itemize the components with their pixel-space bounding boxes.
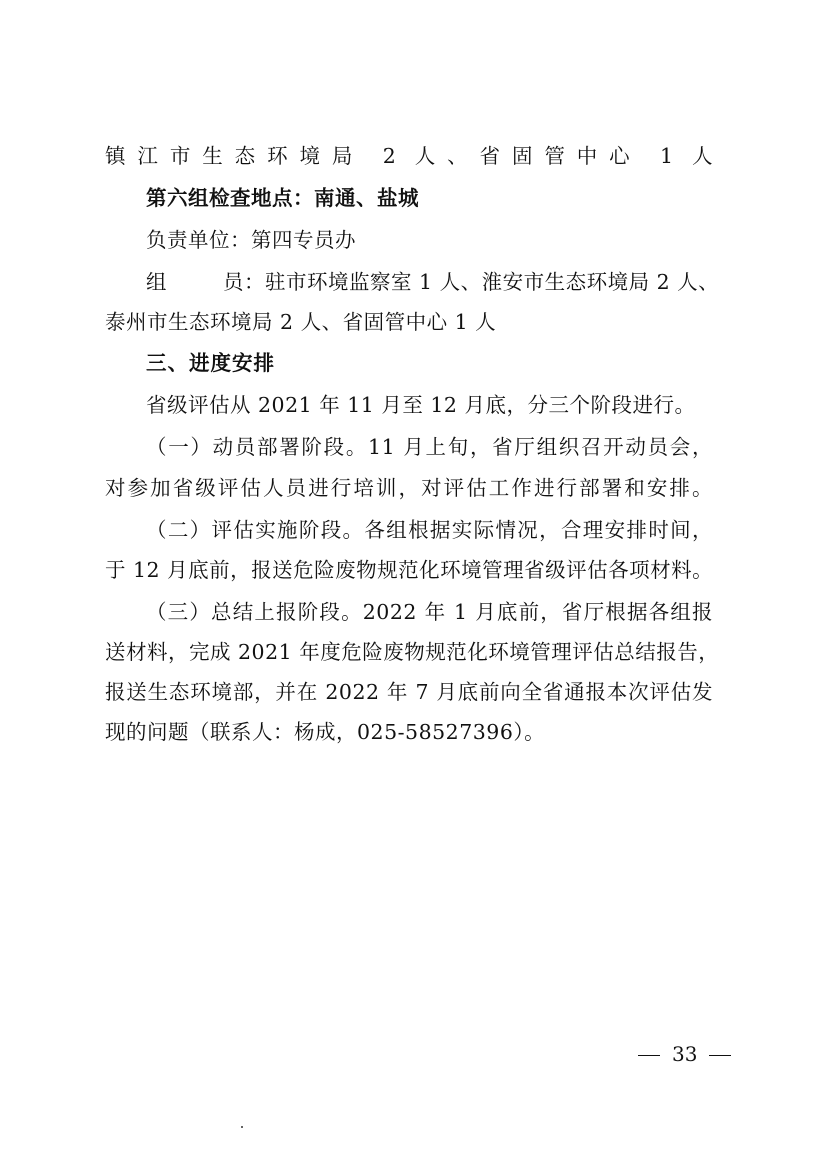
paragraph-4-line-3: 报送生态环境部，并在 2022 年 7 月底前向全省通报本次评估发 (105, 680, 713, 704)
paragraph-3-line-1: （二）评估实施阶段。各组根据实际情况，合理安排时间， (146, 518, 713, 542)
paragraph-4-line-1: （三）总结上报阶段。2022 年 1 月底前，省厅根据各组报 (146, 600, 713, 624)
paragraph-1: 省级评估从 2021 年 11 月至 12 月底，分三个阶段进行。 (146, 393, 696, 417)
members-text: ：驻市环境监察室 1 人、淮安市生态环境局 2 人、 (244, 270, 720, 294)
section-heading: 三、进度安排 (146, 351, 275, 375)
members-line (146, 268, 719, 296)
paragraph-2-line-1: （一）动员部署阶段。11 月上旬，省厅组织召开动员会， (146, 435, 713, 459)
scan-speck (241, 1126, 243, 1128)
paragraph-3-line-2: 于 12 月底前，报送危险废物规范化环境管理省级评估各项材料。 (105, 558, 714, 582)
dash-right (709, 1055, 731, 1056)
paragraph-2-line-2: 对参加省级评估人员进行培训，对评估工作进行部署和安排。 (105, 476, 713, 500)
responsible-unit-line: 负责单位：第四专员办 (146, 228, 356, 252)
paragraph-4-line-4: 现的问题（联系人：杨成，025-58527396）。 (105, 720, 546, 744)
dash-left (638, 1055, 660, 1056)
page-number (626, 1040, 743, 1068)
text-line-5: 泰州市生态环境局 2 人、省固管中心 1 人 (105, 310, 497, 334)
page-number-value: 33 (672, 1042, 698, 1066)
paragraph-4-line-2: 送材料，完成 2021 年度危险废物规范化环境管理评估总结报告， (105, 640, 720, 664)
text-line-1: 镇江市生态环境局 2 人、省固管中心 1 人 (105, 144, 713, 168)
inspection-site-line: 第六组检查地点：南通、盐城 (146, 186, 419, 210)
members-label: 组 员 (146, 270, 244, 294)
